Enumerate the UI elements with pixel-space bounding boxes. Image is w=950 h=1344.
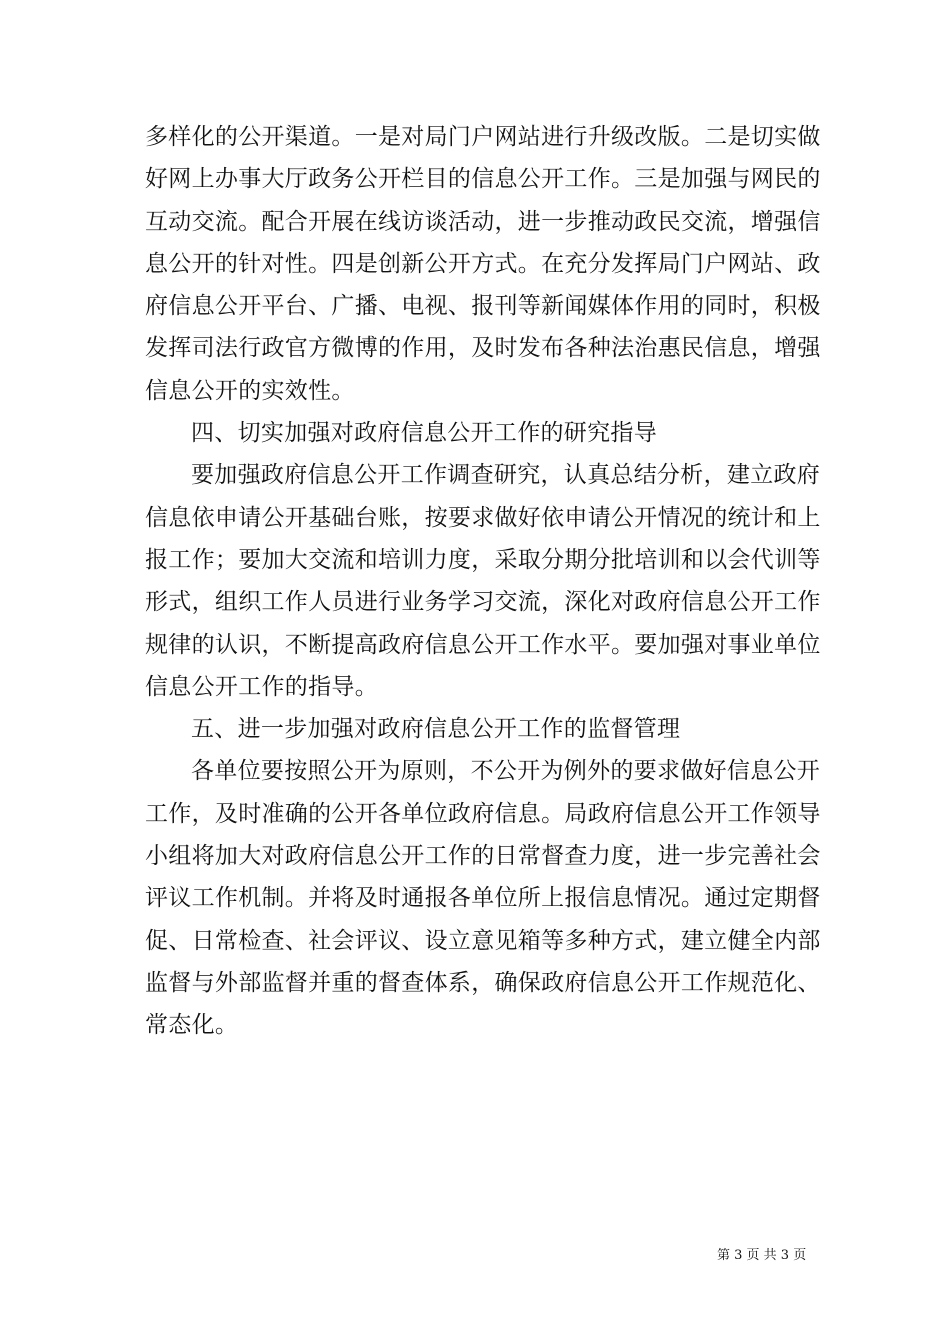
body-text-line: 互动交流。配合开展在线访谈活动，进一步推动政民交流，增强信 xyxy=(145,208,821,235)
body-text-line: 府信息公开平台、广播、电视、报刊等新闻媒体作用的同时，积极 xyxy=(145,293,821,320)
section-heading-four: 四、切实加强对政府信息公开工作的研究指导 xyxy=(191,420,657,447)
body-text-line: 好网上办事大厅政务公开栏目的信息公开工作。三是加强与网民的 xyxy=(145,166,821,193)
document-body xyxy=(145,116,821,1047)
paragraph-first-line: 要加强政府信息公开工作调查研究，认真总结分析，建立政府 xyxy=(191,462,821,489)
section-heading-five: 五、进一步加强对政府信息公开工作的监督管理 xyxy=(191,716,681,743)
body-text-line: 多样化的公开渠道。一是对局门户网站进行升级改版。二是切实做 xyxy=(145,124,821,150)
body-text-line: 工作，及时准确的公开各单位政府信息。局政府信息公开工作领导 xyxy=(145,800,821,827)
body-text-line: 息公开的针对性。四是创新公开方式。在充分发挥局门户网站、政 xyxy=(145,250,821,277)
page-number-footer: 第 3 页 共 3 页 xyxy=(717,1248,807,1263)
body-text-line: 信息公开工作的指导。 xyxy=(145,673,378,700)
body-text-line: 小组将加大对政府信息公开工作的日常督查力度，进一步完善社会 xyxy=(145,843,821,870)
body-text-line: 规律的认识，不断提高政府信息公开工作水平。要加强对事业单位 xyxy=(145,631,821,658)
body-text-line: 发挥司法行政官方微博的作用，及时发布各种法治惠民信息，增强 xyxy=(145,335,821,362)
body-text-line: 监督与外部监督并重的督查体系，确保政府信息公开工作规范化、 xyxy=(145,969,821,996)
body-text-line: 报工作；要加大交流和培训力度，采取分期分批培训和以会代训等 xyxy=(145,546,821,573)
body-text-line: 信息公开的实效性。 xyxy=(145,377,355,404)
paragraph-first-line: 各单位要按照公开为原则，不公开为例外的要求做好信息公开 xyxy=(191,758,821,785)
body-text-line: 信息依申请公开基础台账，按要求做好依申请公开情况的统计和上 xyxy=(145,504,821,531)
body-text-line: 常态化。 xyxy=(145,1012,239,1039)
body-text-line: 形式，组织工作人员进行业务学习交流，深化对政府信息公开工作 xyxy=(145,589,821,616)
body-text-line: 评议工作机制。并将及时通报各单位所上报信息情况。通过定期督 xyxy=(145,885,821,912)
body-text-line: 促、日常检查、社会评议、设立意见箱等多种方式，建立健全内部 xyxy=(145,927,821,954)
